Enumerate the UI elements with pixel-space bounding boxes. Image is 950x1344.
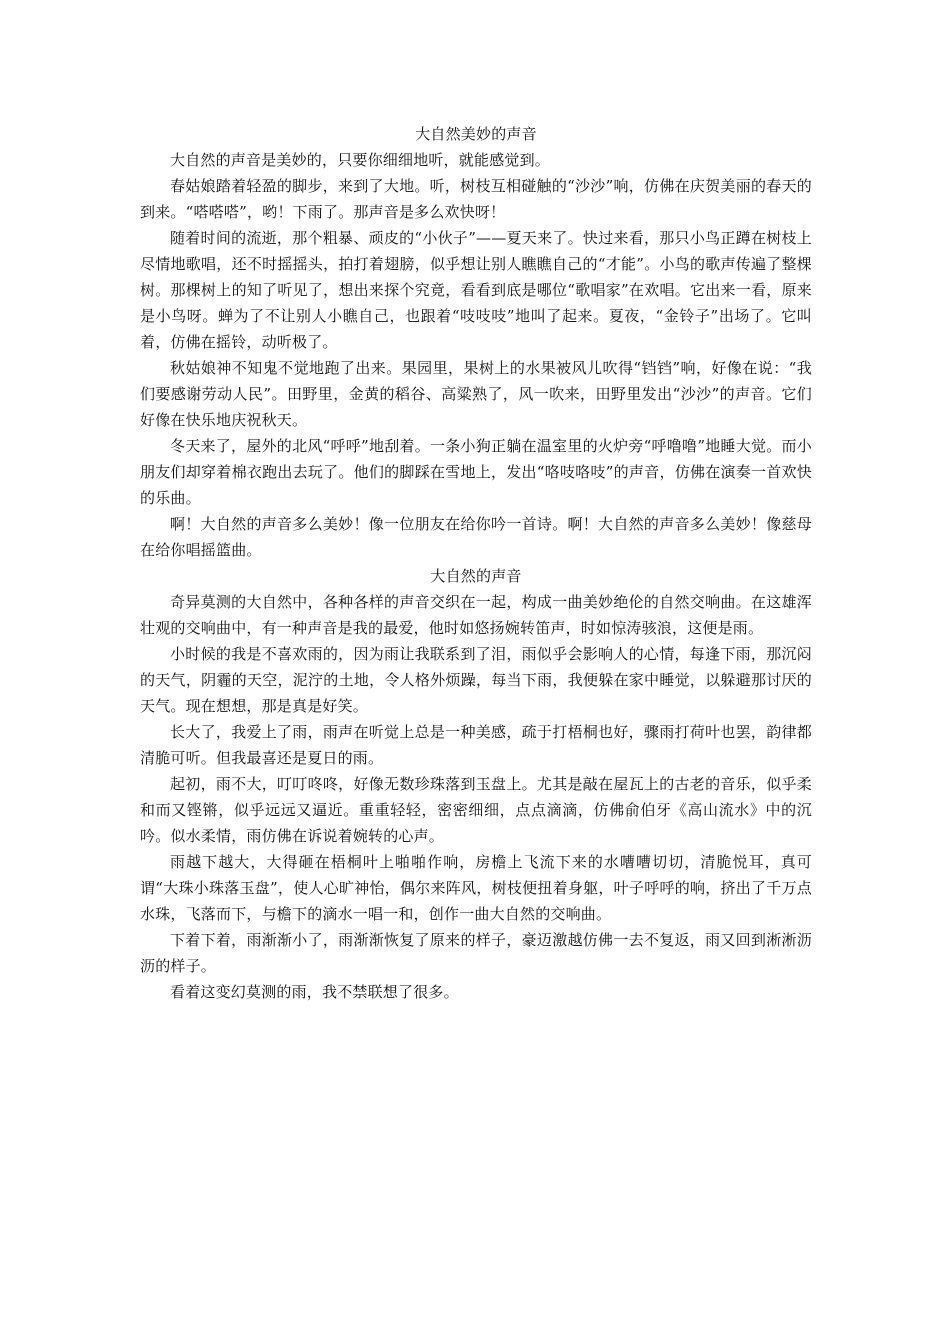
essay-2 <box>140 563 812 1005</box>
paragraph: 雨越下越大，大得砸在梧桐叶上啪啪作响，房檐上飞流下来的水嘈嘈切切，清脆悦耳，真可谓“大珠小珠落玉盘”，使人心旷神怡，偶尔来阵风，树枝便扭着身躯，叶子呼呼的响，挤出了千万点水珠，飞落而下，与檐下的滴水一唱一和，创作一曲大自然的交响曲。 <box>140 853 812 923</box>
paragraph: 小时候的我是不喜欢雨的，因为雨让我联系到了泪，雨似乎会影响人的心情，每逢下雨，那沉闷的天气，阴霾的天空，泥泞的土地，令人格外烦躁，每当下雨，我便躲在家中睡觉，以躲避那讨厌的天气。现在想想，那是真是好笑。 <box>140 645 812 715</box>
paragraph: 长大了，我爱上了雨，雨声在听觉上总是一种美感，疏于打梧桐也好，骤雨打荷叶也罢，韵律都清脆可听。但我最喜还是夏日的雨。 <box>140 723 812 767</box>
paragraph: 下着下着，雨渐渐小了，雨渐渐恢复了原来的样子，豪迈激越仿佛一去不复返，雨又回到淅淅沥沥的样子。 <box>140 931 812 975</box>
document-page <box>140 121 812 1005</box>
paragraph: 看着这变幻莫测的雨，我不禁联想了很多。 <box>170 983 459 1001</box>
paragraph: 大自然的声音是美妙的，只要你细细地听，就能感觉到。 <box>170 151 551 169</box>
paragraph: 奇异莫测的大自然中，各种各样的声音交织在一起，构成一曲美妙绝伦的自然交响曲。在这雄浑壮观的交响曲中，有一种声音是我的最爱，他时如悠扬婉转笛声，时如惊涛骇浪，这便是雨。 <box>140 593 812 637</box>
paragraph: 春姑娘踏着轻盈的脚步，来到了大地。听，树枝互相碰触的“沙沙”响，仿佛在庆贺美丽的春天的到来。“嗒嗒嗒”，哟！下雨了。那声音是多么欢快呀！ <box>140 177 812 221</box>
paragraph: 秋姑娘神不知鬼不觉地跑了出来。果园里，果树上的水果被风儿吹得“铛铛”响，好像在说：“我们要感谢劳动人民”。田野里，金黄的稻谷、高粱熟了，风一吹来，田野里发出“沙沙”的声音。它们好像在快乐地庆祝秋天。 <box>140 359 812 429</box>
essay-1 <box>140 121 812 563</box>
paragraph: 随着时间的流逝，那个粗暴、顽皮的“小伙子”——夏天来了。快过来看，那只小鸟正蹲在树枝上尽情地歌唱，还不时摇摇头，拍打着翅膀，似乎想让别人瞧瞧自己的“才能”。小鸟的歌声传遍了整棵树。那棵树上的知了听见了，想出来探个究竟，看看到底是哪位“歌唱家”在欢唱。它出来一看，原来是小鸟呀。蝉为了不让别人小瞧自己，也跟着“吱吱吱”地叫了起来。夏夜，“金铃子”出场了。它叫着，仿佛在摇铃，动听极了。 <box>140 229 812 351</box>
paragraph: 起初，雨不大，叮叮咚咚，好像无数珍珠落到玉盘上。尤其是敲在屋瓦上的古老的音乐，似乎柔和而又铿锵，似乎远远又逼近。重重轻轻，密密细细，点点滴滴，仿佛俞伯牙《高山流水》中的沉吟。似水柔情，雨仿佛在诉说着婉转的心声。 <box>140 775 812 845</box>
paragraph: 冬天来了，屋外的北风“呼呼”地刮着。一条小狗正躺在温室里的火炉旁“呼噜噜”地睡大觉。而小朋友们却穿着棉衣跑出去玩了。他们的脚踩在雪地上，发出“咯吱咯吱”的声音，仿佛在演奏一首欢快的乐曲。 <box>140 437 812 507</box>
essay-title: 大自然美妙的声音 <box>415 125 537 143</box>
essay-title: 大自然的声音 <box>430 567 522 585</box>
paragraph: 啊！大自然的声音多么美妙！像一位朋友在给你吟一首诗。啊！大自然的声音多么美妙！像慈母在给你唱摇篮曲。 <box>140 515 812 559</box>
